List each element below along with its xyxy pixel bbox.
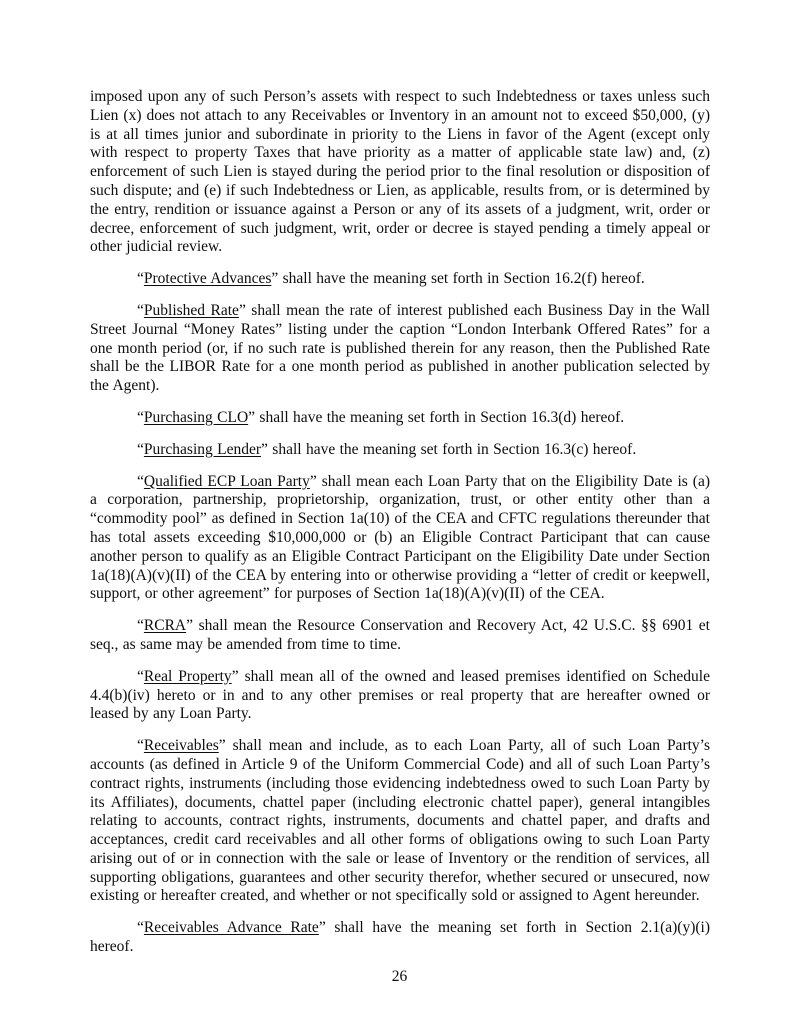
paragraph: [90, 88, 710, 257]
defined-term: Published Rate: [143, 301, 239, 319]
paragraph-text: “: [137, 440, 144, 458]
paragraph: [90, 617, 710, 655]
paragraph: [90, 441, 710, 460]
paragraph-text: ” shall mean the rate of interest published each Business Day in the Wall Street Journal “Money Rates” listing under the caption “London Interbank Offered Rates” for a one month period (or, if no such rate is published therein for any reason, then the Published Rate shall be the LIBOR Rate for a one month period as published in another publication selected by the Agent).: [90, 301, 710, 395]
paragraph-text: “: [137, 737, 144, 755]
paragraph-text: “: [137, 408, 144, 426]
paragraph: [90, 737, 710, 906]
page-number: 26: [391, 968, 408, 985]
paragraph-text: ” shall mean the Resource Conservation and Recovery Act, 42 U.S.C. §§ 6901 et seq., as same may be amended from time to time.: [90, 617, 710, 653]
defined-term: RCRA: [143, 617, 187, 635]
paragraph-text: ” shall have the meaning set forth in Section 16.2(f) hereof.: [271, 270, 645, 288]
paragraph-text: “: [137, 919, 144, 937]
defined-term: Purchasing Lender: [143, 440, 262, 458]
paragraph: [90, 473, 710, 605]
paragraph-text: “: [137, 667, 144, 685]
paragraph-text: ” shall have the meaning set forth in Section 16.3(c) hereof.: [261, 440, 637, 458]
paragraph-text: “: [137, 270, 144, 288]
paragraph-text: “: [137, 472, 144, 490]
paragraph-text: ” shall have the meaning set forth in Section 2.1(a)(y)(i) hereof.: [90, 919, 711, 956]
paragraph-text: imposed upon any of such Person’s assets with respect to such Indebtedness or taxes unless such Lien (x) does not attach to any Receivables or Inventory in an amount not to exceed $50,000, (y) is at all times junior and subordinate in priority to the Liens in favor of the Agent (except only with respect to property Taxes that have priority as a matter of applicable state law) and, (z) enforcement of such Lien is stayed during the period prior to the final resolution or disposition of such dispute; and (e) if such Indebtedness or Lien, as applicable, results from, or is determined by the entry, rendition or issuance against a Person or any of its assets of a judgment, writ, order or decree, enforcement of such judgment, writ, order or decree is stayed pending a timely appeal or other judicial review.: [90, 88, 710, 256]
defined-term: Receivables: [143, 737, 219, 755]
paragraph-text: ” shall mean and include, as to each Loan Party, all of such Loan Party’s accounts (as defined in Article 9 of the Uniform Commercial Code) and all of such Loan Party’s contract rights, instruments (including those evidencing indebtedness owed to such Loan Party by its Affiliates), documents, chattel paper (including electronic chattel paper), general intangibles relating to accounts, contract rights, instruments, documents and chattel paper, and drafts and acceptances, credit card receivables and all other forms of obligations owing to such Loan Party arising out of or in connection with the sale or lease of Inventory or the rendition of services, all supporting obligations, guarantees and other security therefor, whether secured or unsecured, now existing or hereafter created, and whether or not specifically sold or assigned to Agent hereunder.: [90, 737, 710, 905]
paragraph-text: “: [137, 301, 144, 319]
paragraph: [90, 919, 710, 957]
paragraph-text: “: [137, 617, 144, 635]
defined-term: Qualified ECP Loan Party: [143, 472, 310, 490]
paragraph: [90, 668, 710, 724]
defined-term: Real Property: [143, 667, 232, 685]
defined-term: Receivables Advance Rate: [143, 919, 319, 937]
paragraph: [90, 302, 710, 396]
defined-term: Purchasing CLO: [143, 408, 249, 426]
document-body: [90, 88, 710, 970]
defined-term: Protective Advances: [143, 270, 272, 288]
paragraph-text: ” shall have the meaning set forth in Section 16.3(d) hereof.: [248, 408, 625, 426]
paragraph: [90, 409, 710, 428]
paragraph: [90, 270, 710, 289]
paragraph-text: ” shall mean each Loan Party that on the Eligibility Date is (a) a corporation, partnership, proprietorship, organization, trust, or other entity other than a “commodity pool” as defined in Section 1a(10) of the CEA and CFTC regulations thereunder that has total assets exceeding $10,000,000 or (b) an Eligible Contract Participant that can cause another person to qualify as an Eligible Contract Participant on the Eligibility Date under Section 1a(18)(A)(v)(II) of the CEA by entering into or otherwise providing a “letter of credit or keepwell, support, or other agreement” for purposes of Section 1a(18)(A)(v)(II) of the CEA.: [90, 472, 710, 603]
paragraph-text: ” shall mean all of the owned and leased premises identified on Schedule 4.4(b)(iv) hereto or in and to any other premises or real property that are hereafter owned or leased by any Loan Party.: [90, 667, 710, 723]
